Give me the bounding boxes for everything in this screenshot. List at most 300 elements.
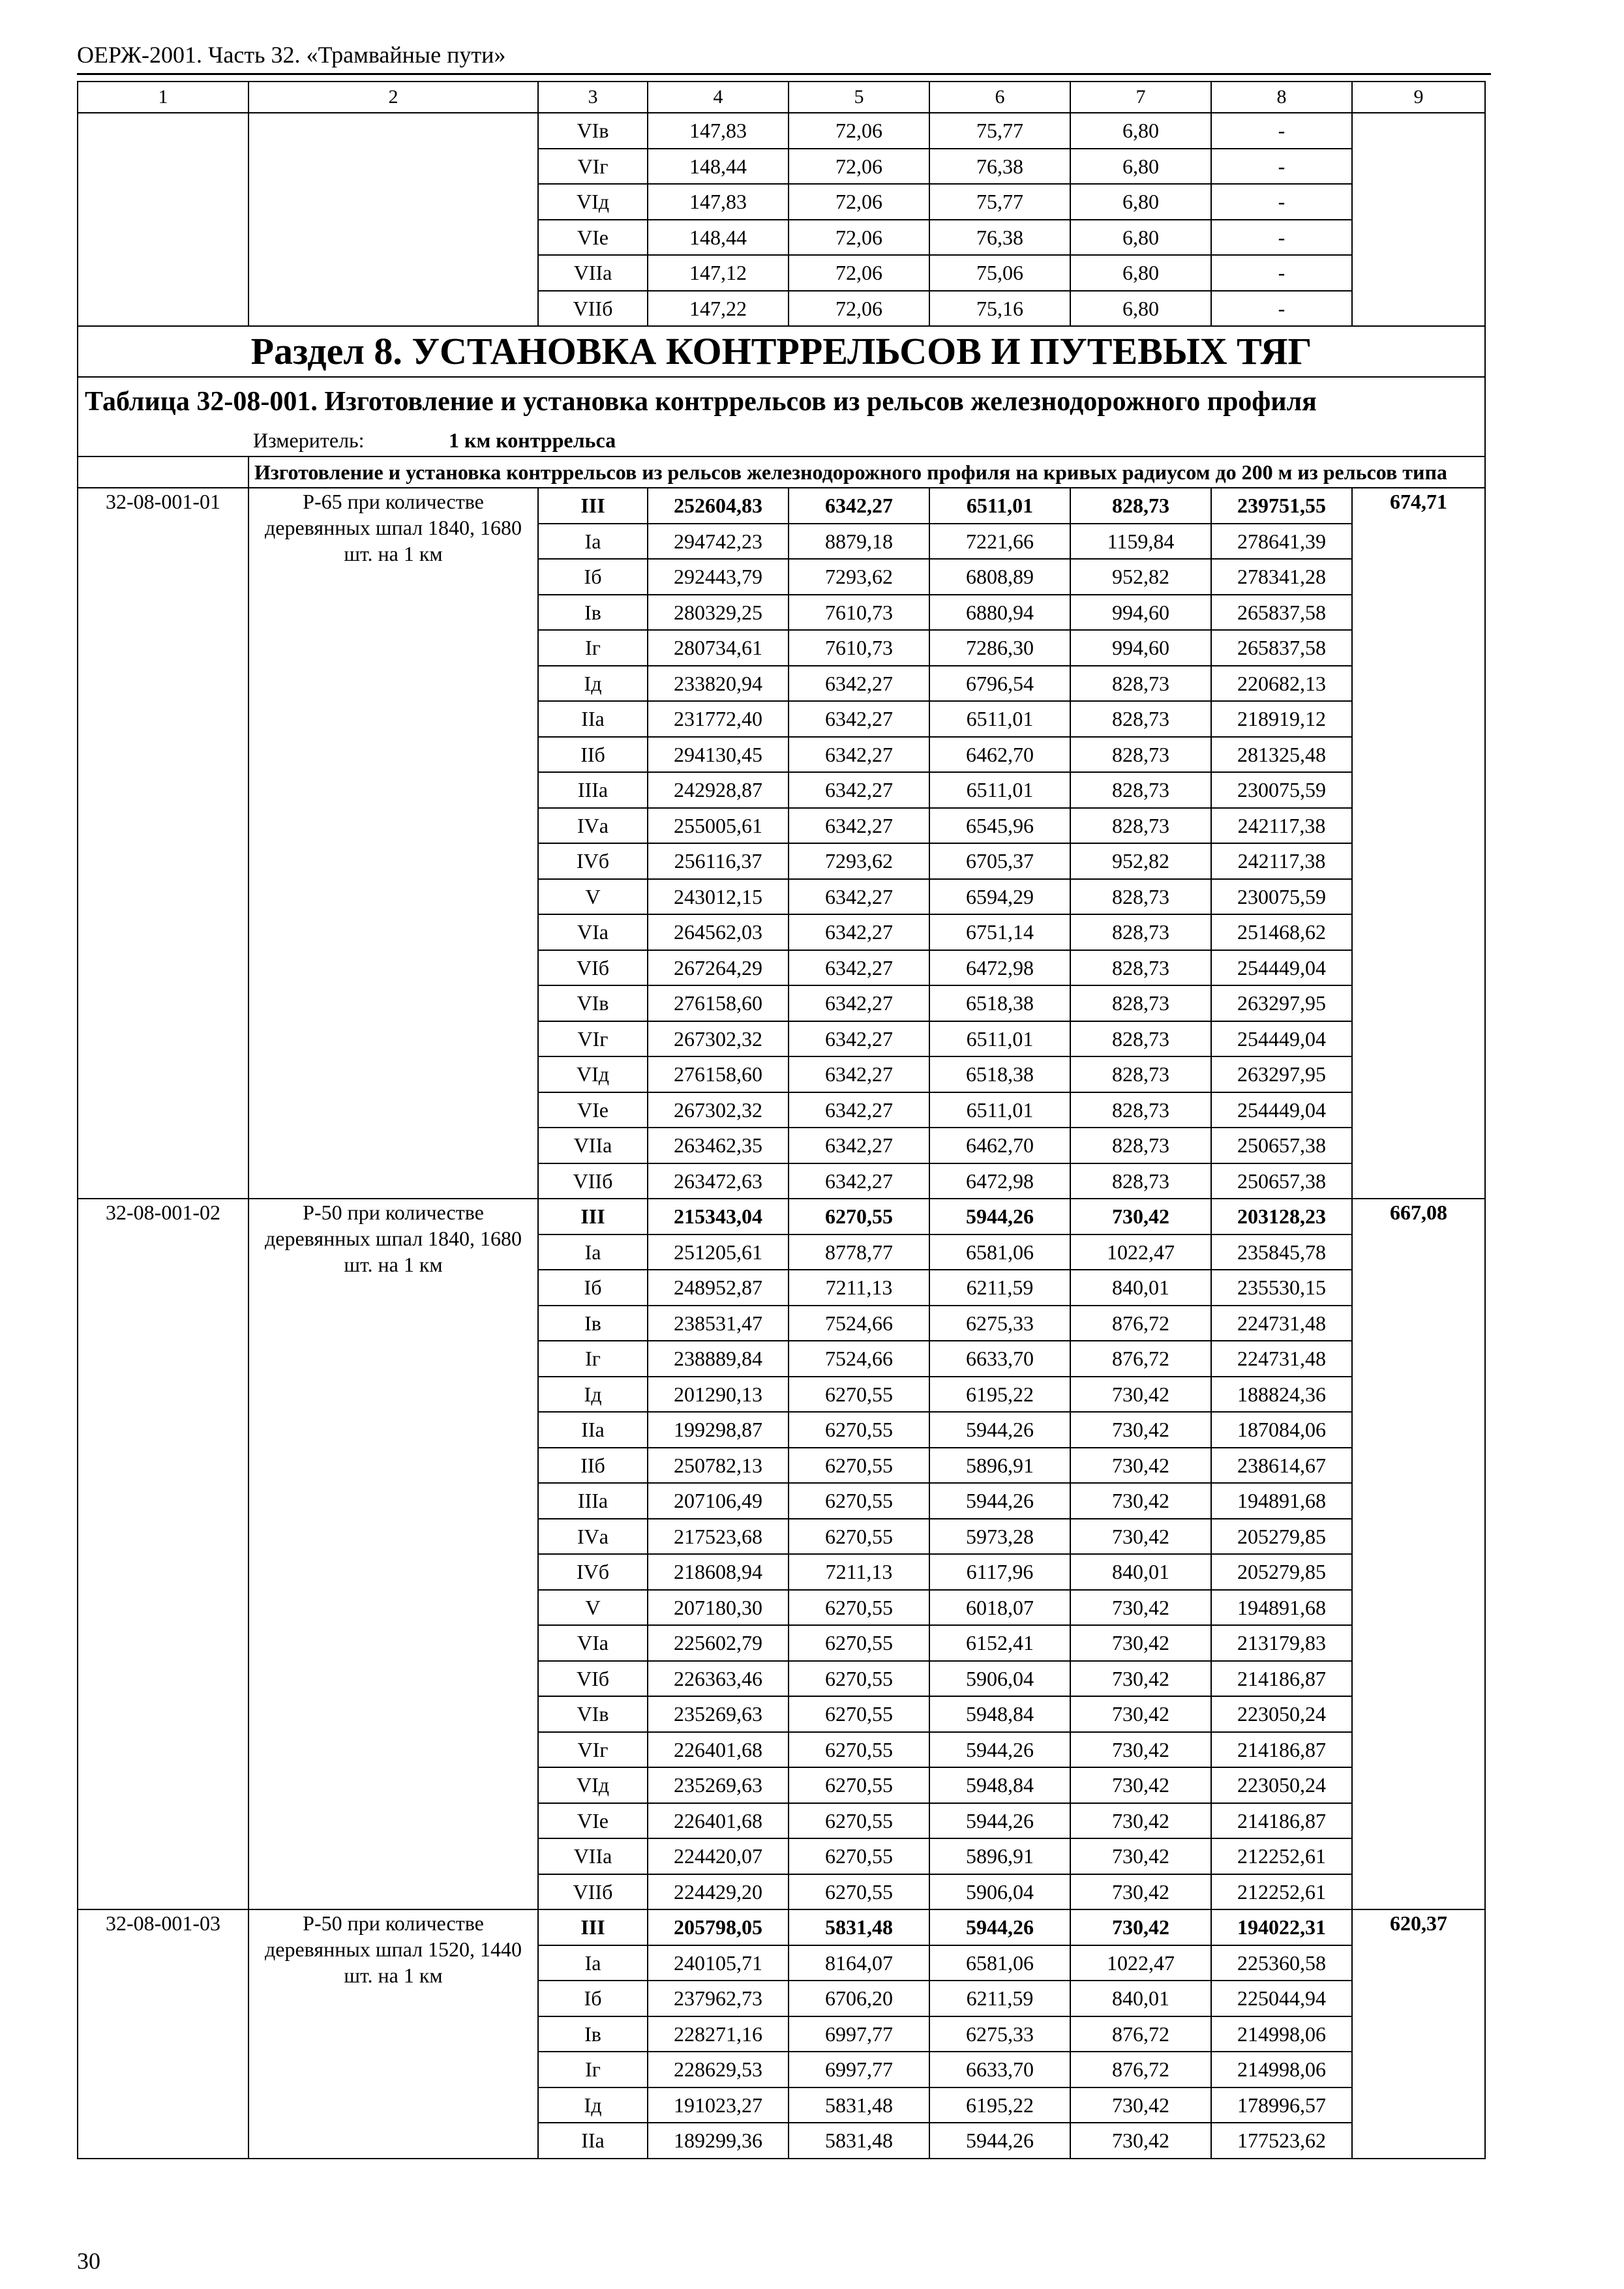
rate-code: 32-08-001-03 (78, 1909, 248, 2159)
table-title: Таблица 32-08-001. Изготовление и установка контррельсов из рельсов железнодорожного профиля (78, 377, 1485, 425)
table-cell: 242928,87 (648, 772, 789, 808)
table-cell: 214186,87 (1211, 1732, 1352, 1768)
table-cell: 6270,55 (789, 1412, 929, 1448)
table-cell: 994,60 (1070, 630, 1211, 666)
table-cell: 6018,07 (929, 1590, 1070, 1626)
table-cell: 5906,04 (929, 1661, 1070, 1697)
table-cell: 7221,66 (929, 524, 1070, 560)
table-cell: 194891,68 (1211, 1483, 1352, 1519)
measure-row (78, 425, 1485, 456)
table-cell: 6275,33 (929, 2016, 1070, 2052)
table-cell: 276158,60 (648, 1056, 789, 1092)
measure-label: Измеритель: (253, 428, 365, 452)
table-cell: 280329,25 (648, 595, 789, 631)
table-cell: 6275,33 (929, 1306, 1070, 1341)
table-cell: 278341,28 (1211, 559, 1352, 595)
table-cell: Iг (538, 1341, 648, 1377)
table-cell: IIIа (538, 772, 648, 808)
table-cell: 730,42 (1070, 1767, 1211, 1803)
table-cell: 5944,26 (929, 2123, 1070, 2159)
table-cell: 6152,41 (929, 1625, 1070, 1661)
table-cell: VIIа (538, 255, 648, 291)
table-cell: 876,72 (1070, 2052, 1211, 2087)
empty-desc-cell (248, 113, 538, 326)
table-cell: 7524,66 (789, 1306, 929, 1341)
table-cell: IVб (538, 1554, 648, 1590)
table-cell: 730,42 (1070, 1448, 1211, 1484)
table-cell: 828,73 (1070, 950, 1211, 986)
section-title-row (78, 326, 1485, 377)
table-cell: 6705,37 (929, 843, 1070, 879)
table-cell: Iа (538, 1945, 648, 1981)
table-cell: 7610,73 (789, 595, 929, 631)
table-cell: 7293,62 (789, 559, 929, 595)
table-cell: IIб (538, 737, 648, 773)
table-cell: Iг (538, 630, 648, 666)
empty-col9-cell (1352, 113, 1485, 326)
table-cell: 5948,84 (929, 1767, 1070, 1803)
table-cell: 6808,89 (929, 559, 1070, 595)
table-cell: 235530,15 (1211, 1270, 1352, 1306)
table-cell: 730,42 (1070, 1625, 1211, 1661)
table-cell: 177523,62 (1211, 2123, 1352, 2159)
table-cell: 828,73 (1070, 772, 1211, 808)
table-cell: 255005,61 (648, 808, 789, 844)
table-cell: 730,42 (1070, 1909, 1211, 1945)
table-cell: 730,42 (1070, 1874, 1211, 1910)
table-cell: 242117,38 (1211, 843, 1352, 879)
table-cell: 6633,70 (929, 1341, 1070, 1377)
table-cell: 6594,29 (929, 879, 1070, 915)
table-cell: 214998,06 (1211, 2016, 1352, 2052)
table-cell: 6270,55 (789, 1483, 929, 1519)
table-cell: 6342,27 (789, 737, 929, 773)
measure-value: 1 км контррельса (449, 428, 616, 452)
table-cell: IIа (538, 701, 648, 737)
table-cell: 6270,55 (789, 1448, 929, 1484)
table-cell: 6342,27 (789, 808, 929, 844)
table-cell: 6195,22 (929, 2087, 1070, 2123)
table-cell: 6796,54 (929, 666, 1070, 702)
table-cell: 828,73 (1070, 1056, 1211, 1092)
table-cell: Iв (538, 1306, 648, 1341)
labor-cost: 620,37 (1352, 1909, 1485, 2159)
table-cell: 224420,07 (648, 1838, 789, 1874)
table-cell: 828,73 (1070, 701, 1211, 737)
table-cell: 6472,98 (929, 950, 1070, 986)
table-cell: VIIб (538, 291, 648, 327)
table-cell: 240105,71 (648, 1945, 789, 1981)
table-cell: 6342,27 (789, 772, 929, 808)
table-cell: 6342,27 (789, 1056, 929, 1092)
table-cell: - (1211, 291, 1352, 327)
column-number: 9 (1352, 82, 1485, 113)
table-cell: - (1211, 220, 1352, 256)
rate-description: Р-50 при количестве деревянных шпал 1520, 1440 шт. на 1 км (248, 1909, 538, 2159)
table-cell: 828,73 (1070, 808, 1211, 844)
table-cell: 6997,77 (789, 2016, 929, 2052)
table-row (78, 488, 1485, 524)
table-cell: Iб (538, 1981, 648, 2016)
table-cell: 6511,01 (929, 772, 1070, 808)
table-cell: 148,44 (648, 149, 789, 185)
table-cell: IVб (538, 843, 648, 879)
table-cell: 6,80 (1070, 291, 1211, 327)
table-cell: 294130,45 (648, 737, 789, 773)
table-cell: 75,77 (929, 184, 1070, 220)
table-cell: 7524,66 (789, 1341, 929, 1377)
table-cell: 76,38 (929, 149, 1070, 185)
work-title-row (78, 456, 1485, 488)
table-cell: 212252,61 (1211, 1874, 1352, 1910)
table-cell: 228271,16 (648, 2016, 789, 2052)
table-cell: 199298,87 (648, 1412, 789, 1448)
table-cell: 7211,13 (789, 1554, 929, 1590)
table-cell: 828,73 (1070, 488, 1211, 524)
table-cell: 267302,32 (648, 1021, 789, 1057)
table-cell: 7293,62 (789, 843, 929, 879)
table-cell: 6462,70 (929, 1128, 1070, 1163)
table-cell: 72,06 (789, 220, 929, 256)
table-cell: 730,42 (1070, 2123, 1211, 2159)
labor-cost: 674,71 (1352, 488, 1485, 1199)
table-cell: 264562,03 (648, 914, 789, 950)
table-cell: IVа (538, 808, 648, 844)
column-number: 6 (929, 82, 1070, 113)
table-cell: 6270,55 (789, 1838, 929, 1874)
table-cell: 828,73 (1070, 666, 1211, 702)
table-cell: VIв (538, 985, 648, 1021)
table-cell: 5948,84 (929, 1696, 1070, 1732)
table-cell: 248952,87 (648, 1270, 789, 1306)
table-cell: 6880,94 (929, 595, 1070, 631)
table-cell: 6511,01 (929, 701, 1070, 737)
table-cell: 6270,55 (789, 1874, 929, 1910)
table-cell: 5831,48 (789, 2123, 929, 2159)
table-cell: 218919,12 (1211, 701, 1352, 737)
measure-cell (78, 425, 1485, 456)
table-cell: 952,82 (1070, 843, 1211, 879)
table-cell: 220682,13 (1211, 666, 1352, 702)
table-cell: 828,73 (1070, 1128, 1211, 1163)
table-cell: 6,80 (1070, 184, 1211, 220)
table-cell: 207180,30 (648, 1590, 789, 1626)
table-cell: 730,42 (1070, 1732, 1211, 1768)
column-number: 4 (648, 82, 789, 113)
table-cell: 5831,48 (789, 2087, 929, 2123)
table-cell: 147,12 (648, 255, 789, 291)
table-cell: VIа (538, 914, 648, 950)
table-cell: - (1211, 113, 1352, 149)
table-cell: 147,83 (648, 184, 789, 220)
column-number: 5 (789, 82, 929, 113)
table-cell: 228629,53 (648, 2052, 789, 2087)
column-number: 1 (78, 82, 248, 113)
table-cell: 225360,58 (1211, 1945, 1352, 1981)
table-cell: 730,42 (1070, 1483, 1211, 1519)
column-number: 8 (1211, 82, 1352, 113)
table-cell: 226401,68 (648, 1732, 789, 1768)
table-cell: 6195,22 (929, 1377, 1070, 1413)
table-cell: 5944,26 (929, 1483, 1070, 1519)
table-cell: Iв (538, 595, 648, 631)
table-cell: 7286,30 (929, 630, 1070, 666)
table-cell: 213179,83 (1211, 1625, 1352, 1661)
page-header: ОЕРЖ-2001. Часть 32. «Трамвайные пути» (77, 42, 506, 68)
table-cell: 876,72 (1070, 1341, 1211, 1377)
table-cell: 226401,68 (648, 1803, 789, 1839)
table-cell: VIв (538, 113, 648, 149)
table-cell: 6270,55 (789, 1661, 929, 1697)
table-cell: 5831,48 (789, 1909, 929, 1945)
table-cell: 6342,27 (789, 1163, 929, 1199)
table-cell: 6706,20 (789, 1981, 929, 2016)
table-cell: 876,72 (1070, 1306, 1211, 1341)
table-cell: VIг (538, 149, 648, 185)
table-cell: 8879,18 (789, 524, 929, 560)
table-cell: Iд (538, 2087, 648, 2123)
labor-cost: 667,08 (1352, 1199, 1485, 1909)
table-cell: 6270,55 (789, 1625, 929, 1661)
table-cell: III (538, 488, 648, 524)
table-cell: 8164,07 (789, 1945, 929, 1981)
table-cell: 6633,70 (929, 2052, 1070, 2087)
table-cell: - (1211, 149, 1352, 185)
table-cell: 250657,38 (1211, 1128, 1352, 1163)
table-cell: 6511,01 (929, 1092, 1070, 1128)
table-cell: 225044,94 (1211, 1981, 1352, 2016)
table-cell: 6211,59 (929, 1270, 1070, 1306)
table-cell: 254449,04 (1211, 1021, 1352, 1057)
table-cell: 217523,68 (648, 1519, 789, 1555)
table-cell: 5906,04 (929, 1874, 1070, 1910)
table-cell: 840,01 (1070, 1981, 1211, 2016)
table-cell: 292443,79 (648, 559, 789, 595)
table-cell: 6,80 (1070, 149, 1211, 185)
table-cell: 730,42 (1070, 1590, 1211, 1626)
table-cell: 263462,35 (648, 1128, 789, 1163)
table-cell: 250657,38 (1211, 1163, 1352, 1199)
table-cell: 1022,47 (1070, 1945, 1211, 1981)
table-cell: 6342,27 (789, 488, 929, 524)
table-row (78, 113, 1485, 149)
table-cell: 230075,59 (1211, 879, 1352, 915)
column-header-row (78, 82, 1485, 113)
table-cell: 235269,63 (648, 1767, 789, 1803)
table-cell: 214186,87 (1211, 1661, 1352, 1697)
table-cell: 235845,78 (1211, 1234, 1352, 1270)
table-cell: 6342,27 (789, 950, 929, 986)
table-cell: 6997,77 (789, 2052, 929, 2087)
table-cell: 191023,27 (648, 2087, 789, 2123)
table-cell: Iб (538, 559, 648, 595)
table-cell: 6270,55 (789, 1696, 929, 1732)
table-cell: 75,77 (929, 113, 1070, 149)
table-cell: 6581,06 (929, 1945, 1070, 1981)
table-cell: 6270,55 (789, 1767, 929, 1803)
rates-table (77, 81, 1486, 2159)
table-cell: 254449,04 (1211, 950, 1352, 986)
table-cell: VIIб (538, 1874, 648, 1910)
table-cell: 265837,58 (1211, 595, 1352, 631)
table-cell: 840,01 (1070, 1270, 1211, 1306)
table-cell: Iг (538, 2052, 648, 2087)
rate-code: 32-08-001-02 (78, 1199, 248, 1909)
table-cell: 250782,13 (648, 1448, 789, 1484)
table-cell: 7610,73 (789, 630, 929, 666)
table-cell: 278641,39 (1211, 524, 1352, 560)
table-cell: 265837,58 (1211, 630, 1352, 666)
table-cell: 242117,38 (1211, 808, 1352, 844)
table-cell: 189299,36 (648, 2123, 789, 2159)
table-cell: 251468,62 (1211, 914, 1352, 950)
table-cell: 6117,96 (929, 1554, 1070, 1590)
header-rule (77, 73, 1491, 75)
table-cell: 215343,04 (648, 1199, 789, 1234)
column-number: 3 (538, 82, 648, 113)
table-cell: 235269,63 (648, 1696, 789, 1732)
table-cell: IVа (538, 1519, 648, 1555)
table-cell: 76,38 (929, 220, 1070, 256)
table-cell: 1022,47 (1070, 1234, 1211, 1270)
table-cell: 730,42 (1070, 1696, 1211, 1732)
table-cell: 256116,37 (648, 843, 789, 879)
table-cell: 225602,79 (648, 1625, 789, 1661)
table-row (78, 1199, 1485, 1234)
table-cell: 263297,95 (1211, 985, 1352, 1021)
table-cell: VIг (538, 1732, 648, 1768)
table-cell: 263297,95 (1211, 1056, 1352, 1092)
table-cell: 5944,26 (929, 1412, 1070, 1448)
table-cell: VIIа (538, 1838, 648, 1874)
table-cell: 252604,83 (648, 488, 789, 524)
table-cell: Iа (538, 1234, 648, 1270)
table-cell: 178996,57 (1211, 2087, 1352, 2123)
table-cell: 188824,36 (1211, 1377, 1352, 1413)
table-cell: 207106,49 (648, 1483, 789, 1519)
table-cell: 147,83 (648, 113, 789, 149)
table-cell: 6581,06 (929, 1234, 1070, 1270)
table-cell: 6270,55 (789, 1199, 929, 1234)
table-cell: 238614,67 (1211, 1448, 1352, 1484)
empty-code-cell (78, 456, 248, 488)
table-cell: 876,72 (1070, 2016, 1211, 2052)
table-cell: VIб (538, 1661, 648, 1697)
table-cell: 223050,24 (1211, 1696, 1352, 1732)
table-cell: 201290,13 (648, 1377, 789, 1413)
table-cell: V (538, 879, 648, 915)
table-cell: 147,22 (648, 291, 789, 327)
table-cell: 6342,27 (789, 879, 929, 915)
table-cell: VIд (538, 1056, 648, 1092)
table-cell: 224731,48 (1211, 1306, 1352, 1341)
table-cell: 730,42 (1070, 1519, 1211, 1555)
table-cell: VIд (538, 184, 648, 220)
table-cell: 205798,05 (648, 1909, 789, 1945)
table-cell: 212252,61 (1211, 1838, 1352, 1874)
table-cell: 6342,27 (789, 666, 929, 702)
table-cell: 239751,55 (1211, 488, 1352, 524)
table-cell: 6342,27 (789, 1128, 929, 1163)
table-cell: 267264,29 (648, 950, 789, 986)
table-cell: 238531,47 (648, 1306, 789, 1341)
table-cell: 6342,27 (789, 1021, 929, 1057)
table-cell: VIа (538, 1625, 648, 1661)
table-cell: 75,06 (929, 255, 1070, 291)
rate-description: Р-65 при количестве деревянных шпал 1840, 1680 шт. на 1 км (248, 488, 538, 1199)
table-cell: 6,80 (1070, 220, 1211, 256)
table-cell: 6342,27 (789, 914, 929, 950)
table-cell: 6462,70 (929, 737, 1070, 773)
table-cell: 194891,68 (1211, 1590, 1352, 1626)
table-cell: Iд (538, 666, 648, 702)
table-cell: VIв (538, 1696, 648, 1732)
table-cell: 6472,98 (929, 1163, 1070, 1199)
table-cell: 8778,77 (789, 1234, 929, 1270)
table-cell: VIе (538, 220, 648, 256)
table-cell: 730,42 (1070, 1803, 1211, 1839)
table-cell: 218608,94 (648, 1554, 789, 1590)
table-cell: 276158,60 (648, 985, 789, 1021)
table-cell: 214998,06 (1211, 2052, 1352, 2087)
table-cell: Iа (538, 524, 648, 560)
table-cell: 730,42 (1070, 2087, 1211, 2123)
table-cell: 251205,61 (648, 1234, 789, 1270)
table-cell: 224731,48 (1211, 1341, 1352, 1377)
table-cell: 238889,84 (648, 1341, 789, 1377)
table-cell: VIе (538, 1803, 648, 1839)
table-cell: 203128,23 (1211, 1199, 1352, 1234)
table-cell: 205279,85 (1211, 1519, 1352, 1555)
table-cell: 72,06 (789, 184, 929, 220)
table-cell: 75,16 (929, 291, 1070, 327)
table-cell: 1159,84 (1070, 524, 1211, 560)
table-cell: 5944,26 (929, 1803, 1070, 1839)
table-cell: 294742,23 (648, 524, 789, 560)
table-cell: 6518,38 (929, 985, 1070, 1021)
table-cell: 194022,31 (1211, 1909, 1352, 1945)
table-cell: 730,42 (1070, 1377, 1211, 1413)
page-number: 30 (77, 2248, 100, 2274)
table-cell: 6518,38 (929, 1056, 1070, 1092)
table-cell: 72,06 (789, 291, 929, 327)
table-cell: 730,42 (1070, 1661, 1211, 1697)
table-cell: 223050,24 (1211, 1767, 1352, 1803)
table-cell: 187084,06 (1211, 1412, 1352, 1448)
table-cell: 6751,14 (929, 914, 1070, 950)
table-cell: IIб (538, 1448, 648, 1484)
table-cell: 828,73 (1070, 1163, 1211, 1199)
table-cell: 263472,63 (648, 1163, 789, 1199)
table-cell: 72,06 (789, 113, 929, 149)
table-cell: 5944,26 (929, 1199, 1070, 1234)
table-cell: IIа (538, 1412, 648, 1448)
table-cell: 214186,87 (1211, 1803, 1352, 1839)
table-cell: 237962,73 (648, 1981, 789, 2016)
table-cell: V (538, 1590, 648, 1626)
table-title-row (78, 377, 1485, 425)
table-cell: 828,73 (1070, 914, 1211, 950)
table-cell: - (1211, 255, 1352, 291)
section-title: Раздел 8. УСТАНОВКА КОНТРРЕЛЬСОВ И ПУТЕВЫХ ТЯГ (78, 326, 1485, 377)
table-cell: IIа (538, 2123, 648, 2159)
table-cell: 5896,91 (929, 1448, 1070, 1484)
table-cell: 828,73 (1070, 1021, 1211, 1057)
table-cell: IIIа (538, 1483, 648, 1519)
table-cell: 205279,85 (1211, 1554, 1352, 1590)
table-cell: VIIа (538, 1128, 648, 1163)
table-cell: VIд (538, 1767, 648, 1803)
